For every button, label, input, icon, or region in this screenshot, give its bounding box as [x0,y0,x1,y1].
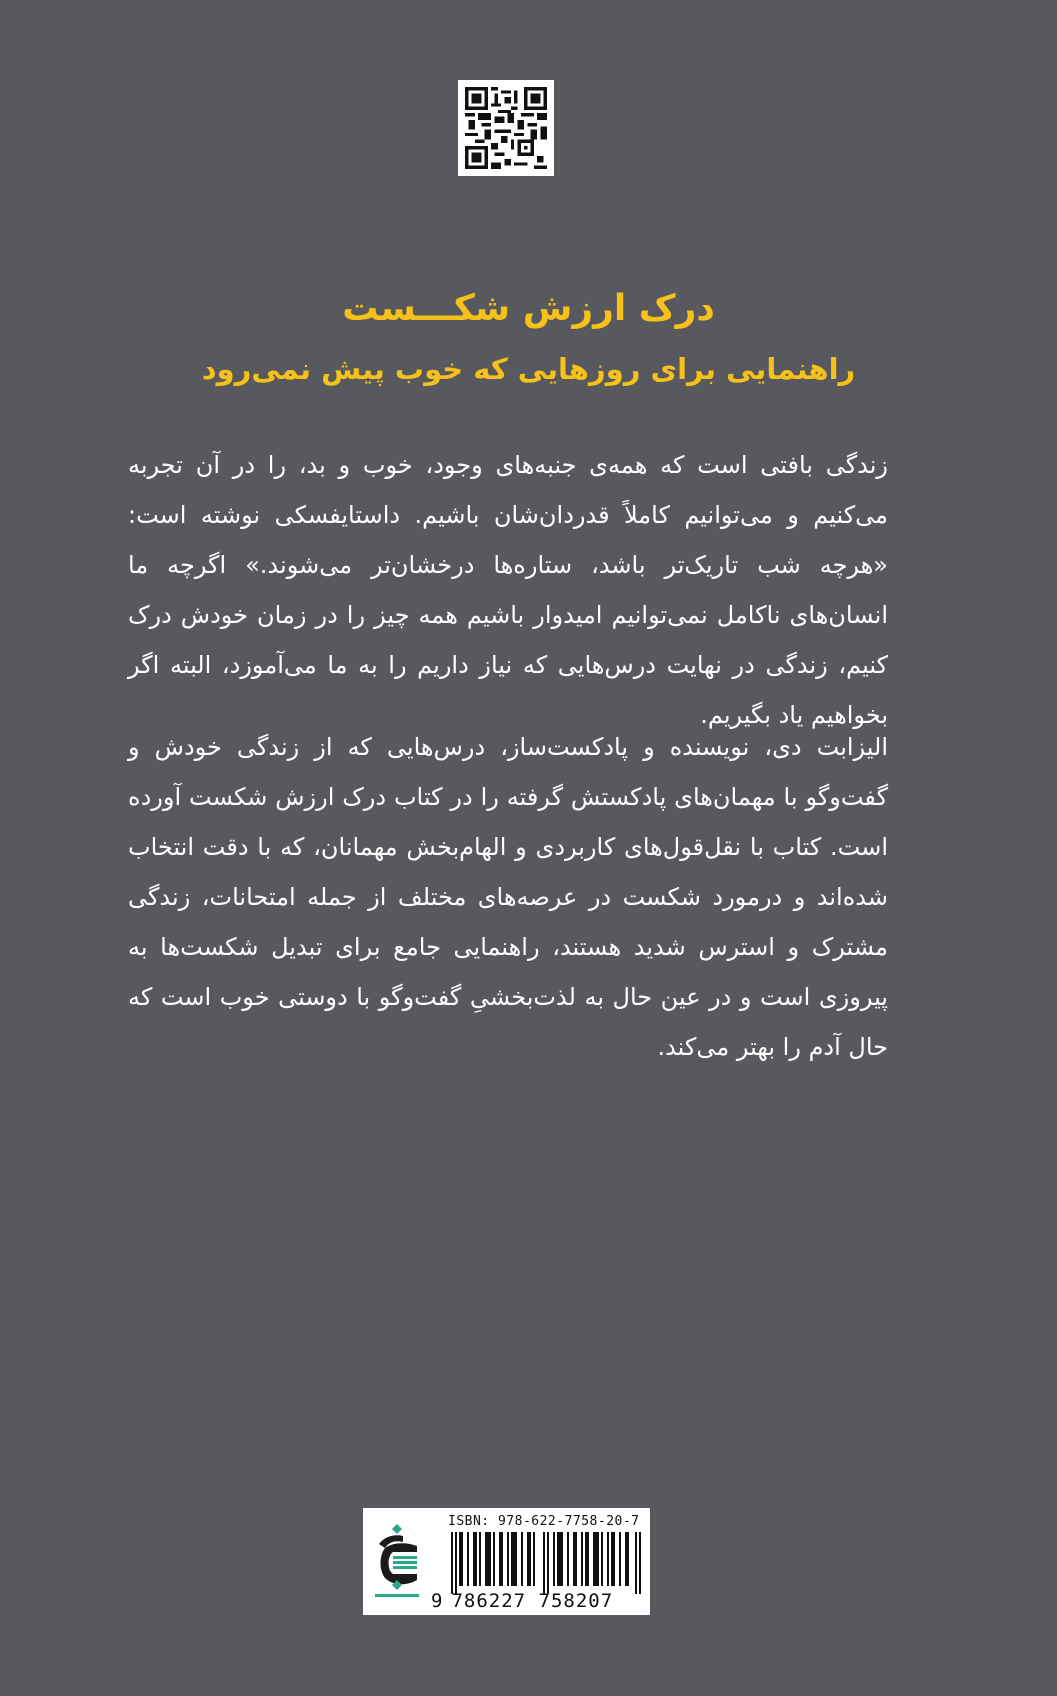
publisher-logo-icon [371,1522,431,1602]
blurb-paragraph-1: زندگی بافتی است که همه‌ی جنبه‌های وجود، خوب و بد، را در آن تجربه می‌کنیم و می‌توانیم کاملاً قدردان‌شان باشیم. داستایفسکی نوشته است: «هرچه شب تاریک‌تر باشد، ستاره‌ها درخشان‌تر می‌شوند.» اگرچه ما انسان‌های ناکامل نمی‌توانیم امیدوار باشیم همه چیز را در زمان خودش درک کنیم، زندگی در نهایت درس‌هایی که نیاز داریم را به ما می‌آموزد، البته اگر بخواهیم یاد بگیریم. [128,451,888,729]
barcode-digit-groups: 786227 758207 [451,1590,614,1612]
barcode-first-digit: 9 [431,1590,444,1612]
barcode-digits [431,1590,613,1612]
book-title: درک ارزش شکـــست [342,288,715,329]
blurb-paragraph-2: الیزابت دی، نویسنده و پادکست‌ساز، درس‌هایی که از زندگی خودش و گفت‌وگو با مهمان‌های پادکستش گرفته را در کتاب درک ارزش شکست آورده است. کتاب با نقل‌قول‌های کاربردی و الهام‌بخش مهمانان، که با دقت انتخاب شده‌اند و درمورد شکست در عرصه‌های مختلف از جمله امتحانات، زندگی مشترک و استرس شدید هستند، راهنمایی جامع برای تبدیل شکست‌ها به پیروزی است و در عین حال به لذت‌بخشیِ گفت‌وگو با دوستی خوب است که حال آدم را بهتر می‌کند. [128,733,888,1061]
barcode-bars [451,1532,641,1594]
qr-code [458,80,554,176]
isbn-label: ISBN: 978-622-7758-20-7 [448,1514,640,1529]
book-subtitle: راهنمایی برای روزهایی که خوب پیش نمی‌رود [201,352,856,386]
isbn-barcode-panel [363,1508,650,1615]
qr-code-icon [465,87,547,169]
